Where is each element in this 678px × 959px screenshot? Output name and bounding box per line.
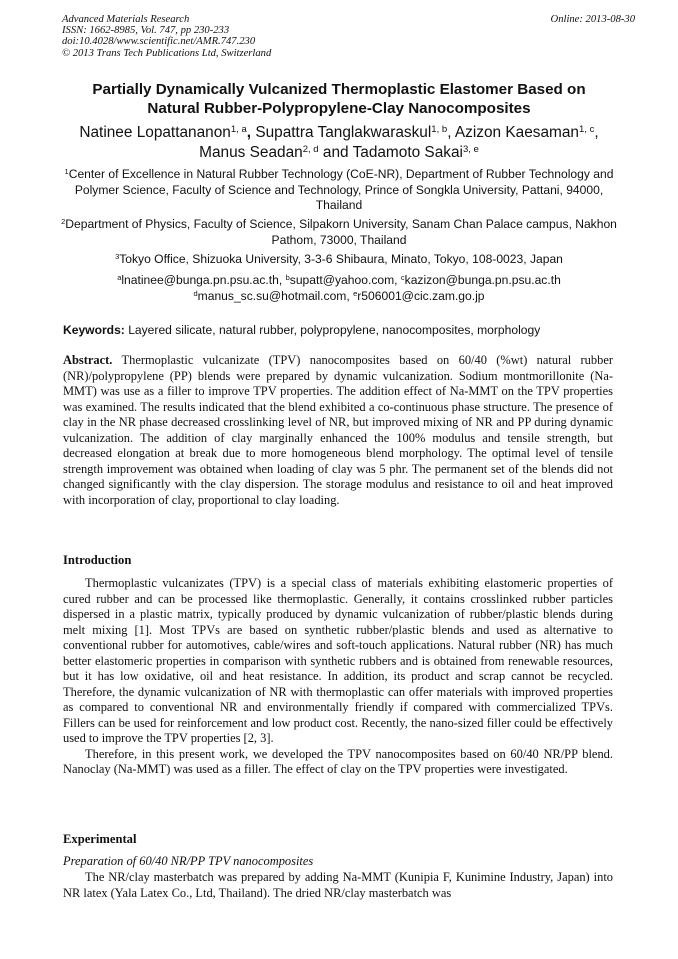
affiliation-sup: 2 xyxy=(61,216,66,226)
journal-name: Advanced Materials Research xyxy=(62,14,190,25)
author-name: Azizon Kaesaman xyxy=(454,124,579,141)
author-sep: , xyxy=(447,124,455,141)
email-link[interactable]: lnatinee@bunga.pn.psu.ac.th, xyxy=(121,273,286,287)
keywords-text: Layered silicate, natural rubber, polypropylene, nanocomposites, morphology xyxy=(124,323,541,337)
author-sep: , xyxy=(594,124,599,141)
author-name: Supattra Tanglakwaraskul xyxy=(255,124,432,141)
author-sep: and xyxy=(318,143,353,161)
affiliation-sup: 3 xyxy=(115,251,120,261)
title-line-2: Natural Rubber-Polypropylene-Clay Nanocomposites xyxy=(147,100,531,117)
author-name: Natinee Lopattananon xyxy=(79,124,231,141)
author-sep: , xyxy=(246,124,256,141)
paragraph: Therefore, in this present work, we developed the TPV nanocomposites based on 60/40 NR/PP blend. Nanoclay (Na-MMT) was used as a filler. The effect of clay on the TPV properties were investigated. xyxy=(63,746,613,776)
experimental-body xyxy=(63,870,613,901)
email-sup: e xyxy=(353,288,358,298)
author-sup: 1, b xyxy=(431,123,448,135)
introduction-body xyxy=(63,576,613,778)
author-sup: 1, c xyxy=(578,123,595,135)
affiliation-2 xyxy=(55,217,623,248)
title-line-1: Partially Dynamically Vulcanized Thermoplastic Elastomer Based on xyxy=(92,81,586,98)
doi[interactable]: doi:10.4028/www.scientific.net/AMR.747.230 xyxy=(62,36,256,48)
abstract xyxy=(63,353,613,508)
paragraph: The NR/clay masterbatch was prepared by adding Na-MMT (Kunipia F, Kunimine Industry, Japan) into NR latex (Yala Latex Co., Ltd, Thailand). The dried NR/clay masterbatch was xyxy=(63,870,613,900)
abstract-label: Abstract. xyxy=(63,353,113,367)
author-emails xyxy=(55,273,623,304)
affiliation-3 xyxy=(55,252,623,268)
keywords xyxy=(63,323,540,337)
author-sup: 1, a xyxy=(230,123,247,135)
email-sup: b xyxy=(285,272,290,282)
email-link[interactable]: manus_sc.su@hotmail.com, xyxy=(197,288,354,303)
author-list xyxy=(40,123,638,162)
affiliation-1 xyxy=(55,167,623,214)
author-sup: 2, d xyxy=(302,143,319,155)
paper-title xyxy=(40,80,638,118)
email-link[interactable]: supatt@yahoo.com, xyxy=(289,273,401,287)
email-sup: c xyxy=(400,272,405,282)
email-link[interactable]: kazizon@bunga.pn.psu.ac.th xyxy=(404,273,561,287)
copyright: © 2013 Trans Tech Publications Ltd, Switzerland xyxy=(62,47,272,59)
journal-header xyxy=(62,14,271,59)
email-link[interactable]: r506001@cic.zam.go.jp xyxy=(357,288,485,303)
author-sup: 3, e xyxy=(462,143,479,155)
affiliation-sup: 1 xyxy=(64,166,69,176)
section-heading-experimental: Experimental xyxy=(63,832,137,846)
subsection-heading: Preparation of 60/40 NR/PP TPV nanocomposites xyxy=(63,854,314,868)
author-name: Manus Seadan xyxy=(199,143,303,161)
issn: ISSN: 1662-8985, Vol. 747, pp 230-233 xyxy=(62,25,230,37)
affiliation-text: Department of Physics, Faculty of Science, Silpakorn University, Sanam Chan Palace campus, Nakhon Pathom, 73000, Thailand xyxy=(65,217,617,247)
section-heading-introduction: Introduction xyxy=(63,553,132,567)
affiliation-text: Center of Excellence in Natural Rubber Technology (CoE-NR), Department of Rubber Technology and Polymer Science, Faculty of Science and Technology, Prince of Songkla University, Pattani, 94000, Thailand xyxy=(68,167,614,213)
email-sup: d xyxy=(193,288,198,298)
email-sup: a xyxy=(117,272,122,282)
paragraph: Thermoplastic vulcanizates (TPV) is a special class of materials exhibiting elastomeric properties of cured rubber and can be processed like thermoplastic. Generally, it contains crosslinked rubber particles dispersed in a plastic matrix, typically produced by dynamic vulcanization of rubber/plastic blends during melt mixing [1]. Most TPVs are based on synthetic rubber/plastic blends and used as alternative to conventional rubber for automotives, cable/wires and soft-touch applications. Natural rubber (NR) has much better elastomeric properties in comparison with synthetic rubbers and is obtained from renewable resources, but it has low oxidative, oil and heat resistance. In addition, its product and scrap cannot be recycled. Therefore, the dynamic vulcanization of NR with thermoplastic can offer materials with improved properties as compared to conventional NR and environmentally friendly if compared with commercialized TPVs. Fillers can be used for reinforcement and low product cost. Recently, the nano-sized filler could be effectively used to improve the TPV properties [2, 3]. xyxy=(63,576,613,745)
keywords-label: Keywords: xyxy=(63,323,125,337)
online-date: Online: 2013-08-30 xyxy=(550,14,635,25)
affiliation-text: Tokyo Office, Shizuoka University, 3-3-6 Shibaura, Minato, Tokyo, 108-0023, Japan xyxy=(119,252,563,266)
abstract-text: Thermoplastic vulcanizate (TPV) nanocomposites based on 60/40 (%wt) natural rubber (NR)/polypropylene (PP) blends were prepared by dynamic vulcanization. Sodium montmorillonite (Na-MMT) was use as a filler to improve TPV properties. The addition effect of Na-MMT on the TPV properties was examined. The results indicated that the blend exhibited a co-continuous phase structure. The presence of clay in the NR phase decreased crosslinking level of NR, but improved mixing of NR and PP during dynamic vulcanization. The addition of clay marginally enhanced the 100% modulus and tensile strength, but decreased elongation at break due to more homogeneous blend morphology. The optimal level of tensile strength improvement was obtained when loading of clay was 5 phr. The permanent set of the blends did not changed significantly with the clay dispersion. The storage modulus and resistance to oil and heat improved with incorporation of clay, proportional to clay loading. xyxy=(63,353,613,507)
author-name: Tadamoto Sakai xyxy=(352,143,463,161)
